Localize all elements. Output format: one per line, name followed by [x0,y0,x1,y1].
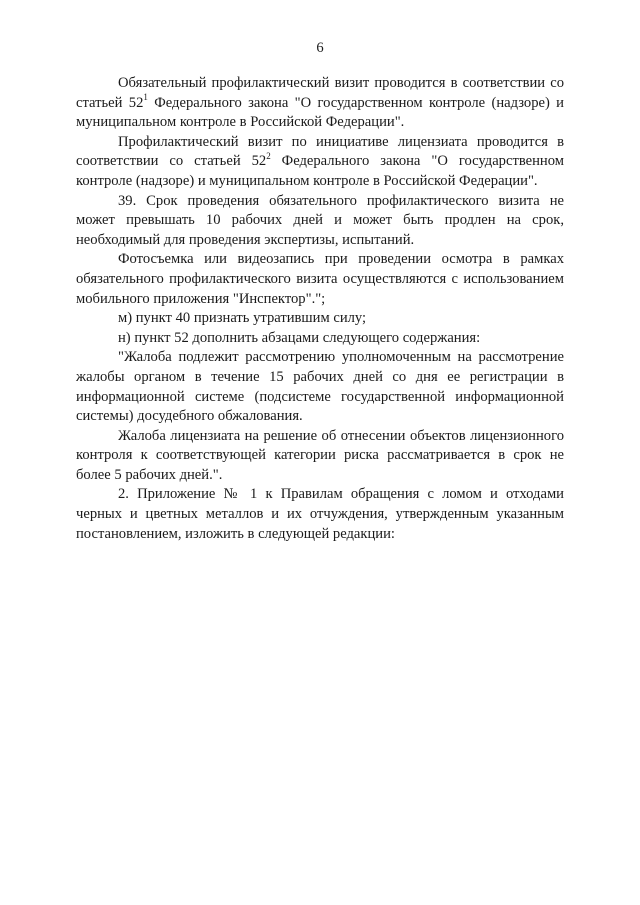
paragraph-photo-video: Фотосъемка или видеозапись при проведении осмотра в рамках обязательного профилактического визита осуществляются с использованием мобильного приложения "Инспектор"."; [76,251,564,307]
paragraph-item-39: 39. Срок проведения обязательного профилактического визита не может превышать 10 рабочих дней и может быть продлен на срок, необходимый для проведения экспертизы, испытаний. [76,192,564,248]
paragraph-text: Федерального закона "О государственном контроле (надзоре) и муниципальном контроле в Российской Федерации". [76,153,564,189]
paragraph-complaint-15-days: "Жалоба подлежит рассмотрению уполномоченным на рассмотрение жалобы органом в течение 15 рабочих дней со дня ее регистрации в информационной системе (подсистеме государственной информационной системы) досудебного обжалования. [76,349,564,425]
article-superscript: 1 [143,91,148,102]
paragraph-complaint-5-days: Жалоба лицензиата на решение об отнесении объектов лицензионного контроля к соответствующей категории риска рассматривается в срок не более 5 рабочих дней.". [76,427,564,483]
article-superscript: 2 [266,150,271,161]
paragraph-sub-n: н) пункт 52 дополнить абзацами следующего содержания: [118,329,481,346]
paragraph-appendix-1: 2. Приложение № 1 к Правилам обращения с ломом и отходами черных и цветных металлов и их отчуждения, утвержденным указанным постановлением, изложить в следующей редакции: [76,486,564,542]
document-body [76,74,564,544]
paragraph-text: Профилактический визит по инициативе лицензиата проводится в соответствии со статьей 52 [76,133,564,170]
paragraph-mandatory-visit [76,74,564,133]
paragraph-licensee-visit [76,133,564,192]
page-number: 6 [316,40,324,56]
paragraph-text: Обязательный профилактический визит проводится в соответствии со статьей 52 [76,75,564,111]
paragraph-text: Федерального закона "О государственном контроле (надзоре) и муниципальном контроле в Российской Федерации". [76,94,564,131]
paragraph-sub-m: м) пункт 40 признать утратившим силу; [118,310,367,327]
